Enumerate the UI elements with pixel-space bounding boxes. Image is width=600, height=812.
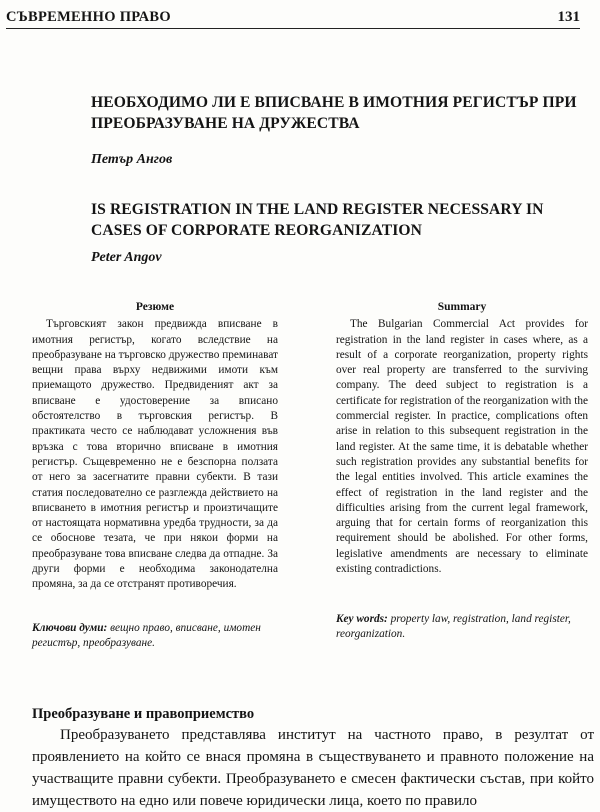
abstract-en-heading: Summary — [437, 301, 487, 313]
abstract-en-text: The Bulgarian Commercial Act provides for registration in the land register in cases where, as a result of a corporate reorganization, property rights over real property are transferred to the surviving company. The deed subject to registration is a certificate for registration of the reorganization with the commercial register. In practice, complications often arise in relation to this subsequent registration in the land register. At the same time, it is debatable whether such registration provides any substantial benefits for the legal entities involved. This article examines the effect of registration in the land register and the difficulties arising from the current legal framework, arguing that for certain forms of reorganization this requirement should be abolished. For other forms, legislative amendments are necessary to eliminate existing contradictions. — [336, 318, 588, 576]
author-name-bg: Петър Ангов — [91, 152, 173, 167]
page-number: 131 — [557, 9, 580, 25]
article-title-bg: НЕОБХОДИМО ЛИ Е ВПИСВАНЕ В ИМОТНИЯ РЕГИСТЪР ПРИ ПРЕОБРАЗУВАНЕ НА ДРУЖЕСТВА — [91, 94, 577, 132]
keywords-bg-label: Ключови думи: — [32, 622, 108, 634]
article-title-en: IS REGISTRATION IN THE LAND REGISTER NECESSARY IN CASES OF CORPORATE REORGANIZATION — [91, 201, 544, 239]
abstract-bg — [32, 300, 278, 593]
section-body-text: Преобразуването представлява институт на частното право, в резултат от проявлението на който се внася промяна в съществуването и правното положение на участващите правни субекти. Преобразуването е смесен фактически състав, при който имуществото на едно или повече юридически лица, което по правило — [32, 727, 594, 809]
keywords-en-text: property law, registration, land register, reorganization. — [336, 613, 571, 641]
author-name-en: Peter Angov — [91, 250, 162, 265]
keywords-en — [336, 612, 588, 643]
keywords-en-label: Key words: — [336, 613, 388, 625]
running-header — [6, 6, 580, 29]
abstract-bg-heading: Резюме — [135, 301, 175, 313]
keywords-bg — [32, 621, 282, 652]
journal-name: СЪВРЕМЕННО ПРАВО — [6, 9, 171, 25]
section-heading: Преобразуване и правоприемство — [32, 706, 255, 722]
keywords-bg-text: вещно право, вписване, имотен регистър, преобразуване. — [32, 622, 261, 650]
abstract-bg-text: Търговският закон предвижда вписване в имотния регистър, когато вследствие на преобразуване на търговско дружество преминават вещни права върху недвижими имоти към приемащото дружество. Предвиденият акт за вписване е удостоверение за вписано обстоятелство в търговския регистър. В практиката често се наблюдават усложнения във връзка с това вторично вписване в имотния регистър. Същевременно не е безспорна ползата от него за засегнатите правни субекти. В тази статия последователно се разглежда действието на вписването в имотния регистър и произтичащите от настоящата нормативна уредба трудности, за да се обоснове тезата, че при някои форми на преобразуване това вписване следва да отпадне. За други форми е необходима законодателна промяна, за да се отстранят противоречия. — [32, 318, 278, 591]
abstract-en — [336, 300, 588, 577]
